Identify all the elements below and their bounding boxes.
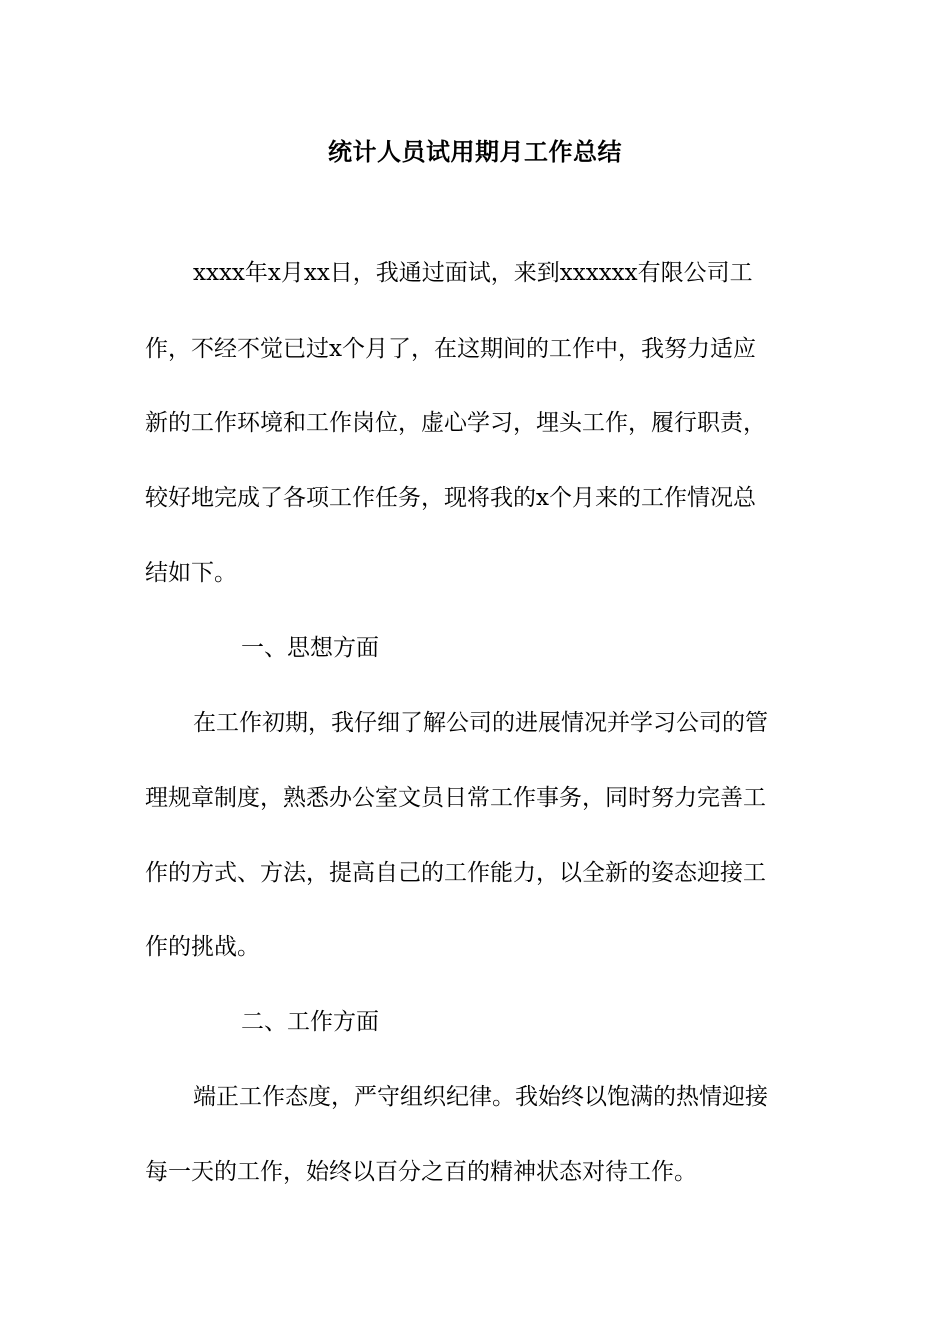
document-title: 统计人员试用期月工作总结 <box>328 138 622 166</box>
paragraph-line: 结如下。 <box>145 560 237 586</box>
paragraph-line: 作的方式、方法，提高自己的工作能力，以全新的姿态迎接工 <box>145 860 766 886</box>
section-heading: 一、思想方面 <box>241 635 379 661</box>
paragraph-line: xxxx年x月xx日，我通过面试，来到xxxxxx有限公司工 <box>193 260 753 286</box>
paragraph-line: 端正工作态度，严守组织纪律。我始终以饱满的热情迎接 <box>193 1084 768 1110</box>
section-heading: 二、工作方面 <box>241 1009 379 1035</box>
paragraph-line: 较好地完成了各项工作任务，现将我的x个月来的工作情况总 <box>145 485 756 511</box>
paragraph-line: 理规章制度，熟悉办公室文员日常工作事务，同时努力完善工 <box>145 785 766 811</box>
paragraph-line: 作的挑战。 <box>145 934 260 960</box>
paragraph-line: 每一天的工作，始终以百分之百的精神状态对待工作。 <box>145 1159 697 1185</box>
paragraph-line: 作，不经不觉已过x个月了，在这期间的工作中，我努力适应 <box>145 336 756 362</box>
paragraph-line: 新的工作环境和工作岗位，虚心学习，埋头工作，履行职责， <box>145 410 766 436</box>
paragraph-line: 在工作初期，我仔细了解公司的进展情况并学习公司的管 <box>193 710 768 736</box>
